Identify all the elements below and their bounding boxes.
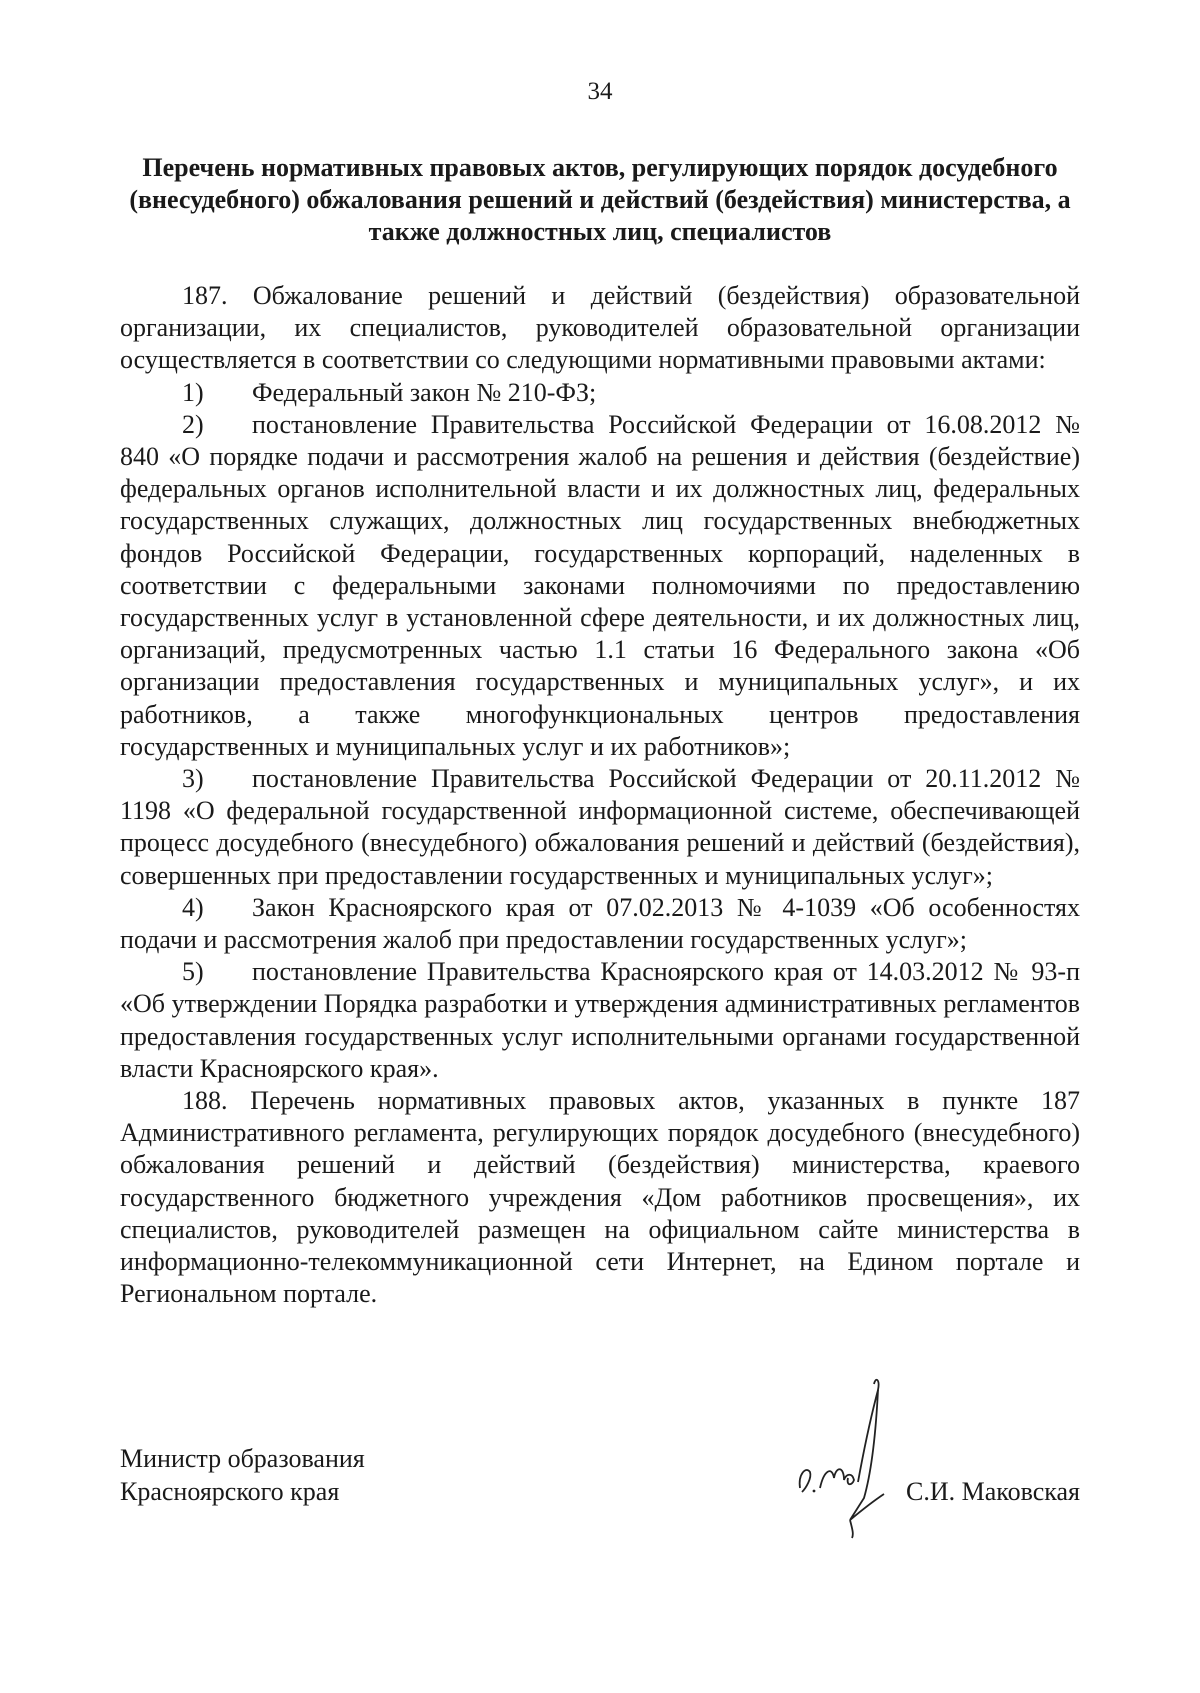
list-item-number: 4) (182, 892, 204, 922)
list-item (120, 956, 1080, 1085)
list-item (120, 409, 1080, 763)
handwritten-signature (792, 1370, 902, 1540)
signature-block (120, 1442, 1080, 1552)
list-item-text: Федеральный закон № 210-ФЗ; (252, 377, 597, 407)
signatory-title (120, 1442, 365, 1508)
list-item-number: 3) (182, 764, 204, 794)
list-item (120, 377, 1080, 409)
signatory-name: С.И. Маковская (906, 1477, 1080, 1506)
document-body (120, 280, 1080, 1311)
paragraph-187: 187. Обжалование решений и действий (бездействия) образовательной организации, их специалистов, руководителей образовательной организации осуществляется в соответствии со следующими нормативными правовыми актами: (120, 281, 1080, 375)
list-item-text: Закон Красноярского края от 07.02.2013 № 4-1039 «Об особенностях подачи и рассмотрения жалоб при предоставлении государственных услуг»; (120, 892, 1080, 955)
list-item-number: 2) (182, 409, 204, 439)
list-item (120, 763, 1080, 892)
paragraph-188: 188. Перечень нормативных правовых актов, указанных в пункте 187 Административного регламента, регулирующих порядок досудебного (внесудебного) обжалования решений и действий (бездействия) министерства, краевого государственного бюджетного учреждения «Дом работников просвещения», их специалистов, руководителей размещен на официальном сайте министерства в информационно-телекоммуникационной сети Интернет, на Едином портале и Региональном портале. (120, 1086, 1080, 1309)
section-heading: Перечень нормативных правовых актов, регулирующих порядок досудебного (внесудебного) обжалования решений и действий (бездействия) министерства, а также должностных лиц, специалистов (129, 153, 1071, 246)
page-number: 34 (587, 78, 613, 105)
list-item-text: постановление Правительства Российской Федерации от 16.08.2012 № 840 «О порядке подачи и рассмотрения жалоб на решения и действия (бездействие) федеральных органов исполнительной власти и их должностных лиц, федеральных государственных служащих, должностных лиц государственных внебюджетных фондов Российской Федерации, государственных корпораций, наделенных в соответствии с федеральными законами полномочиями по предоставлению государственных услуг в установленной сфере деятельности, и их должностных лиц, организаций, предусмотренных частью 1.1 статьи 16 Федерального закона «Об организации предоставления государственных и муниципальных услуг», и их работников, а также многофункциональных центров предоставления государственных и муниципальных услуг и их работников»; (120, 409, 1080, 761)
list-item-number: 5) (182, 957, 204, 987)
signatory-title-line: Красноярского края (120, 1477, 340, 1506)
list-item-text: постановление Правительства Красноярского края от 14.03.2012 № 93-п «Об утверждении Порядка разработки и утверждения административных регламентов предоставления государственных услуг исполнительными органами государственной власти Красноярского края». (120, 957, 1080, 1083)
list-item (120, 892, 1080, 956)
signatory-title-line: Министр образования (120, 1444, 365, 1473)
list-item-number: 1) (182, 377, 204, 407)
list-item-text: постановление Правительства Российской Федерации от 20.11.2012 № 1198 «О федеральной государственной информационной системе, обеспечивающей процесс досудебного (внесудебного) обжалования решений и действий (бездействия), совершенных при предоставлении государственных и муниципальных услуг»; (120, 764, 1080, 890)
